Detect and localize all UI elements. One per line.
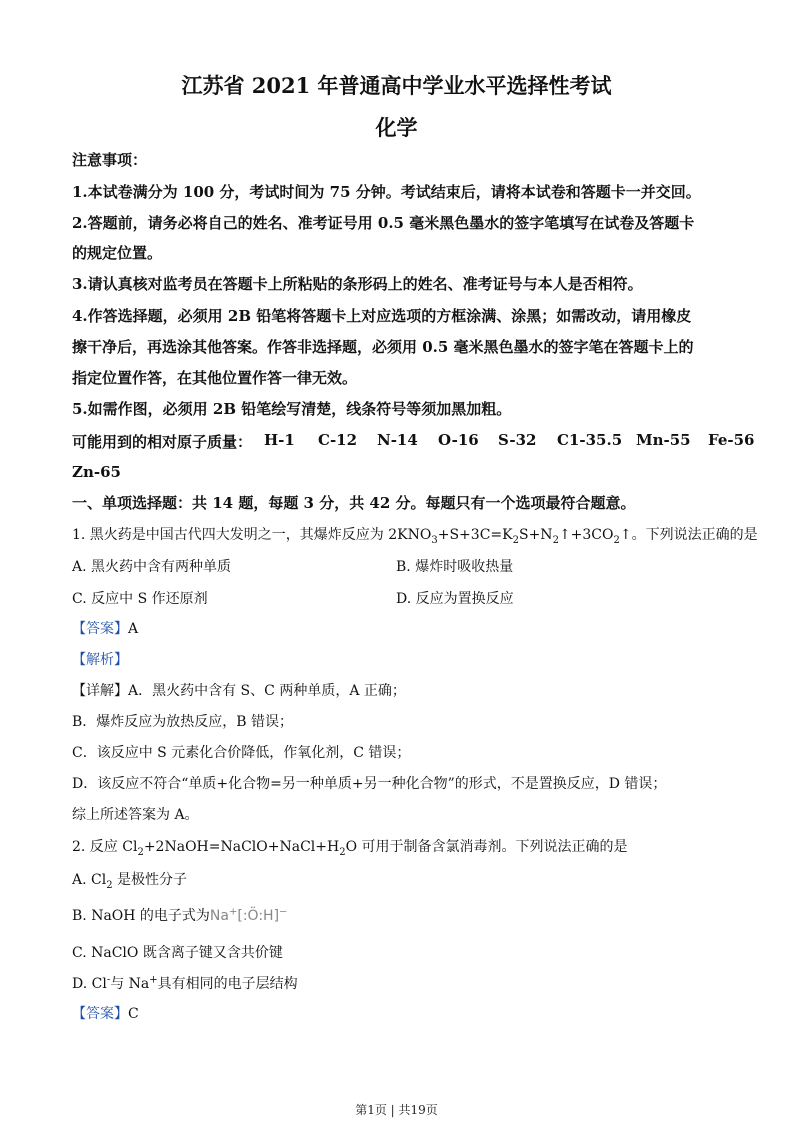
- notice-item: 的规定位置。: [72, 244, 163, 262]
- atomic-mass-value: S-32: [498, 431, 537, 449]
- question-1-option-c: C. 反应中 S 作还原剂: [72, 591, 208, 607]
- atomic-mass-label: 可能用到的相对原子质量：: [72, 433, 253, 451]
- page-title: 江苏省 2021 年普通高中学业水平选择性考试: [181, 73, 612, 98]
- page-footer: 第1页 | 共19页: [355, 1103, 438, 1117]
- detail-line: 综上所述答案为 A。: [72, 807, 199, 823]
- electron-formula-label: Na: [209, 908, 229, 924]
- atomic-mass-value: Zn-65: [72, 463, 121, 481]
- answer-value: A: [128, 621, 139, 637]
- question-1-option-b: B. 爆炸时吸收热量: [396, 559, 514, 575]
- question-1-option-a: A. 黑火药中含有两种单质: [72, 559, 232, 575]
- answer-tag: 【答案】: [72, 621, 128, 637]
- detail-line: A．黑火药中含有 S、C 两种单质，A 正确；: [128, 683, 406, 699]
- notice-item: 4.作答选择题，必须用 2B 铅笔将答题卡上对应选项的方框涂满、涂黑；如需改动，请用橡皮: [72, 307, 692, 325]
- question-2-option-b: [72, 905, 287, 925]
- analysis-tag: 【解析】: [72, 652, 128, 668]
- notice-item: 指定位置作答，在其他位置作答一律无效。: [72, 369, 358, 387]
- answer-tag: 【答案】: [72, 1006, 128, 1022]
- option-a-text: A. Cl: [72, 872, 107, 888]
- question-1-stem-text: 1. 黑火药是中国古代四大发明之一，其爆炸反应为 2KNO: [72, 527, 432, 543]
- atomic-mass-value: Mn-55: [636, 431, 691, 449]
- question-1-option-d: D. 反应为置换反应: [396, 591, 514, 607]
- notice-item: 3.请认真核对监考员在答题卡上所粘贴的条形码上的姓名、准考证号与本人是否相符。: [72, 275, 643, 293]
- detail-line: B．爆炸反应为放热反应，B 错误；: [72, 714, 294, 730]
- question-1-detail: [72, 681, 752, 701]
- detail-line: D．该反应不符合“单质+化合物=另一种单质+另一种化合物”的形式，不是置换反应，D 错误；: [72, 776, 667, 792]
- section-heading: 一、单项选择题：共 14 题，每题 3 分，共 42 分。每题只有一个选项最符合题意。: [72, 494, 636, 512]
- electron-formula-image: Na+[:Ö:H]−: [209, 906, 288, 924]
- question-2-stem-tail: 可用于制备含氯消毒剂。下列说法正确的是: [361, 839, 628, 855]
- question-1-stem-tail: 。下列说法正确的是: [631, 527, 758, 543]
- option-d-tail: 具有相同的电子层结构: [157, 976, 298, 992]
- option-a-tail: 是极性分子: [117, 872, 188, 888]
- question-1-stem: 1. 黑火药是中国古代四大发明之一，其爆炸反应为 $2KNO_3+S+3C=K_2S+N_2↑+3CO_2↑$。下列说法正确的是: [72, 527, 758, 546]
- question-1-answer: [72, 619, 752, 639]
- option-b-text: B. NaOH 的电子式为: [72, 908, 210, 924]
- notice-item: 5.如需作图，必须用 2B 铅笔绘写清楚，线条符号等须加黑加粗。: [72, 400, 512, 418]
- question-1-analysis: [72, 650, 752, 670]
- atomic-mass-value: C1-35.5: [557, 431, 623, 449]
- atomic-mass-value: H-1: [264, 431, 295, 449]
- atomic-mass-value: Fe-56: [708, 431, 755, 449]
- answer-value: C: [128, 1006, 139, 1022]
- notice-item: 2.答题前，请务必将自己的姓名、准考证号用 0.5 毫米黑色墨水的签字笔填写在试卷及答题卡: [72, 214, 695, 232]
- detail-tag: 【详解】: [72, 683, 128, 699]
- notice-item: 1.本试卷满分为 100 分，考试时间为 75 分钟。考试结束后，请将本试卷和答题卡一并交回。: [72, 183, 701, 201]
- atomic-mass-value: C-12: [318, 431, 358, 449]
- question-2-answer: [72, 1004, 752, 1024]
- atomic-mass-value: N-14: [377, 431, 418, 449]
- notice-heading: 注意事项：: [72, 151, 148, 169]
- question-2-stem-text: 2. 反应 Cl: [72, 839, 138, 855]
- subject-title: 化学: [375, 115, 418, 140]
- question-2-option-c: C. NaClO 既含离子键又含共价键: [72, 945, 283, 961]
- question-2-option-d: D. Cl-与 Na+具有相同的电子层结构: [72, 974, 298, 992]
- notice-item: 擦干净后，再选涂其他答案。作答非选择题，必须用 0.5 毫米黑色墨水的签字笔在答题卡上的: [72, 338, 694, 356]
- option-d-text: D. Cl: [72, 976, 107, 992]
- atomic-mass-row: [72, 431, 755, 451]
- question-2-stem: 2. 反应 $Cl_2+2NaOH=NaClO+NaCl+H_2O$ 可用于制备含氯消毒剂。下列说法正确的是: [72, 839, 628, 858]
- detail-line: C．该反应中 S 元素化合价降低，作氧化剂，C 错误；: [72, 745, 411, 761]
- question-2-option-a: A. $Cl_2$ 是极性分子: [72, 872, 188, 891]
- atomic-mass-value: O-16: [438, 431, 479, 449]
